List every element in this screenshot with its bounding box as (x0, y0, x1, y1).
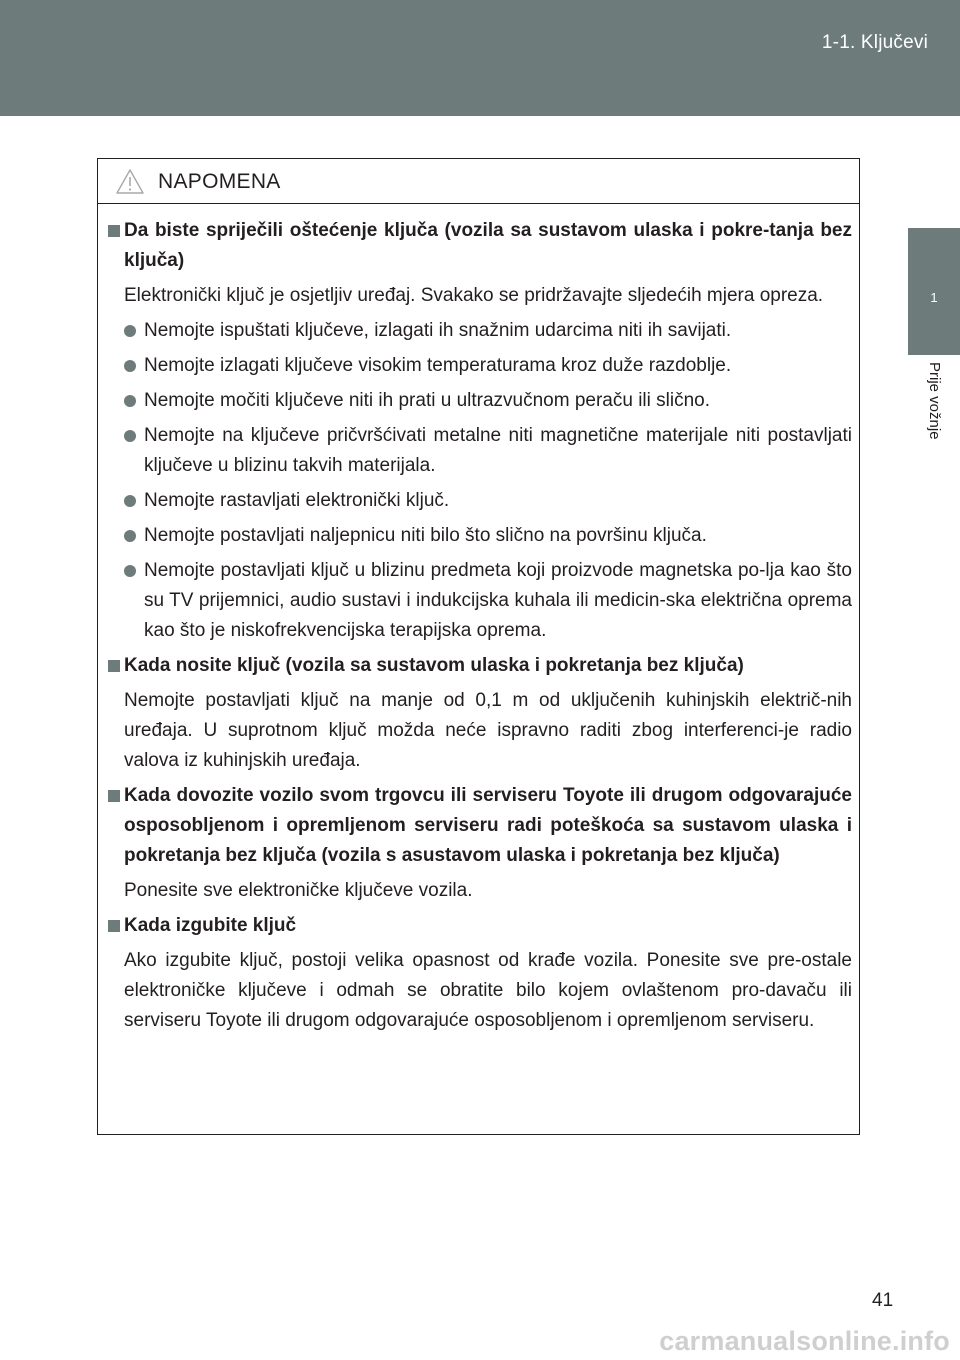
round-bullet-icon (124, 360, 136, 372)
notice-body (98, 204, 859, 1036)
square-bullet-icon (108, 225, 120, 237)
section-text: Ponesite sve elektroničke ključeve vozila. (124, 880, 473, 901)
list-item: Nemojte na ključeve pričvršćivati metalne niti magnetične materijale niti postavljati ključeve u blizinu takvih materijala. (106, 421, 852, 481)
list-item: Nemojte postavljati naljepnicu niti bilo što slično na površinu ključa. (106, 521, 852, 551)
section-title: 1-1. Ključevi (821, 32, 928, 53)
chapter-label: Prije vožnje (926, 362, 943, 440)
section-heading: Kada izgubite ključ (106, 911, 852, 941)
warning-triangle-icon (115, 168, 145, 195)
notice-title: NAPOMENA (158, 170, 281, 193)
chapter-number: 1 (930, 290, 938, 305)
round-bullet-icon (124, 530, 136, 542)
list-item: Nemojte postavljati ključ u blizinu predmeta koji proizvode magnetska po-lja kao što su TV prijemnici, audio sustavi i indukcijska kuhala ili medicin-ska električna oprema kao što je niskofrekvencijska terapijska oprema. (106, 556, 852, 646)
section-text: Ako izgubite ključ, postoji velika opasnost od krađe vozila. Ponesite sve pre-ostale elektroničke ključeve i odmah se obratite bilo kojem ovlaštenom pro-davaču ili serviseru Toyote ili drugom odgovarajuće osposobljenom i opremljenom serviseru. (124, 950, 852, 1031)
round-bullet-icon (124, 565, 136, 577)
page-number: 41 (872, 1290, 894, 1311)
section-text: Nemojte postavljati ključ na manje od 0,1 m od uključenih kuhinjskih električ-nih uređaja. U suprotnom ključ možda neće ispravno raditi zbog interferenci-je radio valova iz kuhinjskih uređaja. (124, 690, 852, 771)
round-bullet-icon (124, 325, 136, 337)
list-item: Nemojte močiti ključeve niti ih prati u ultrazvučnom peraču ili slično. (106, 386, 852, 416)
section-heading: Kada nosite ključ (vozila sa sustavom ulaska i pokretanja bez ključa) (106, 651, 852, 681)
header-bar (0, 0, 960, 116)
round-bullet-icon (124, 430, 136, 442)
chapter-label-container (910, 362, 958, 502)
square-bullet-icon (108, 660, 120, 672)
notice-box (97, 158, 860, 1135)
chapter-tab (908, 228, 960, 355)
watermark: carmanualsonline.info (659, 1326, 950, 1356)
list-item: Nemojte ispuštati ključeve, izlagati ih snažnim udarcima niti ih savijati. (106, 316, 852, 346)
section-heading: Da biste spriječili oštećenje ključa (vozila sa sustavom ulaska i pokre-tanja bez ključa) (106, 216, 852, 276)
square-bullet-icon (108, 920, 120, 932)
round-bullet-icon (124, 395, 136, 407)
section-text: Elektronički ključ je osjetljiv uređaj. Svakako se pridržavajte sljedećih mjera opreza. (124, 285, 824, 306)
notice-header (98, 159, 859, 204)
list-item: Nemojte izlagati ključeve visokim temperaturama kroz duže razdoblje. (106, 351, 852, 381)
round-bullet-icon (124, 495, 136, 507)
list-item: Nemojte rastavljati elektronički ključ. (106, 486, 852, 516)
square-bullet-icon (108, 790, 120, 802)
section-heading: Kada dovozite vozilo svom trgovcu ili serviseru Toyote ili drugom odgovarajuće osposobljenom i opremljenom serviseru radi poteškoća sa sustavom ulaska i pokretanja bez ključa (vozila s asustavom ulaska i pokretanja bez ključa) (106, 781, 852, 871)
